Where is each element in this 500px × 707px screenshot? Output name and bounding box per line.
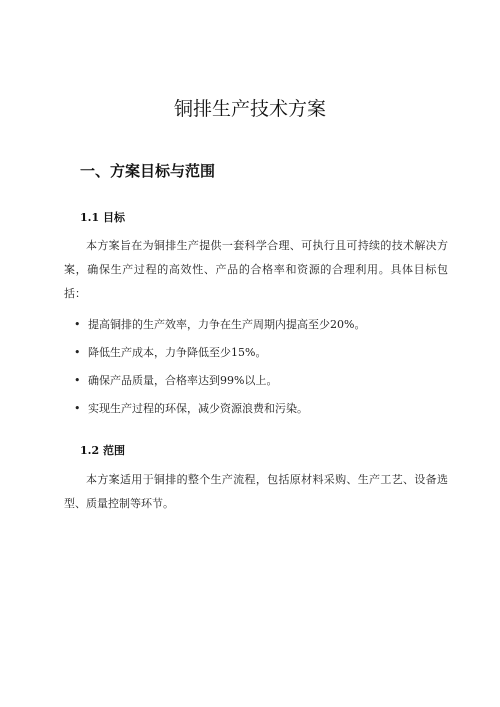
goals-paragraph: 本方案旨在为铜排生产提供一套科学合理、可执行且可持续的技术解决方案，确保生产过程的高效性、产品的合格率和资源的合理利用。具体目标包括： [64,239,448,300]
bullet-icon: • [74,402,81,415]
list-item-text: 确保产品质量，合格率达到99%以上。 [88,374,278,387]
goals-list [74,311,454,423]
bullet-icon: • [74,318,81,331]
bullet-icon: • [74,374,81,387]
list-item-text: 降低生产成本，力争降低至少15%。 [88,346,267,359]
list-item [74,311,454,339]
list-item [74,339,454,367]
list-item-text: 提高铜排的生产效率，力争在生产周期内提高至少20%。 [88,318,366,331]
list-item [74,395,454,423]
list-item [74,367,454,395]
document-title: 铜排生产技术方案 [173,98,326,120]
bullet-icon: • [74,346,81,359]
scope-paragraph: 本方案适用于铜排的整个生产流程，包括原材料采购、生产工艺、设备选型、质量控制等环节。 [64,473,448,510]
section-heading: 一、方案目标与范围 [80,162,216,180]
subsection-heading-scope: 1.2 范围 [80,444,125,457]
list-item-text: 实现生产过程的环保，减少资源浪费和污染。 [88,402,308,415]
subsection-heading-goals: 1.1 目标 [80,211,125,224]
